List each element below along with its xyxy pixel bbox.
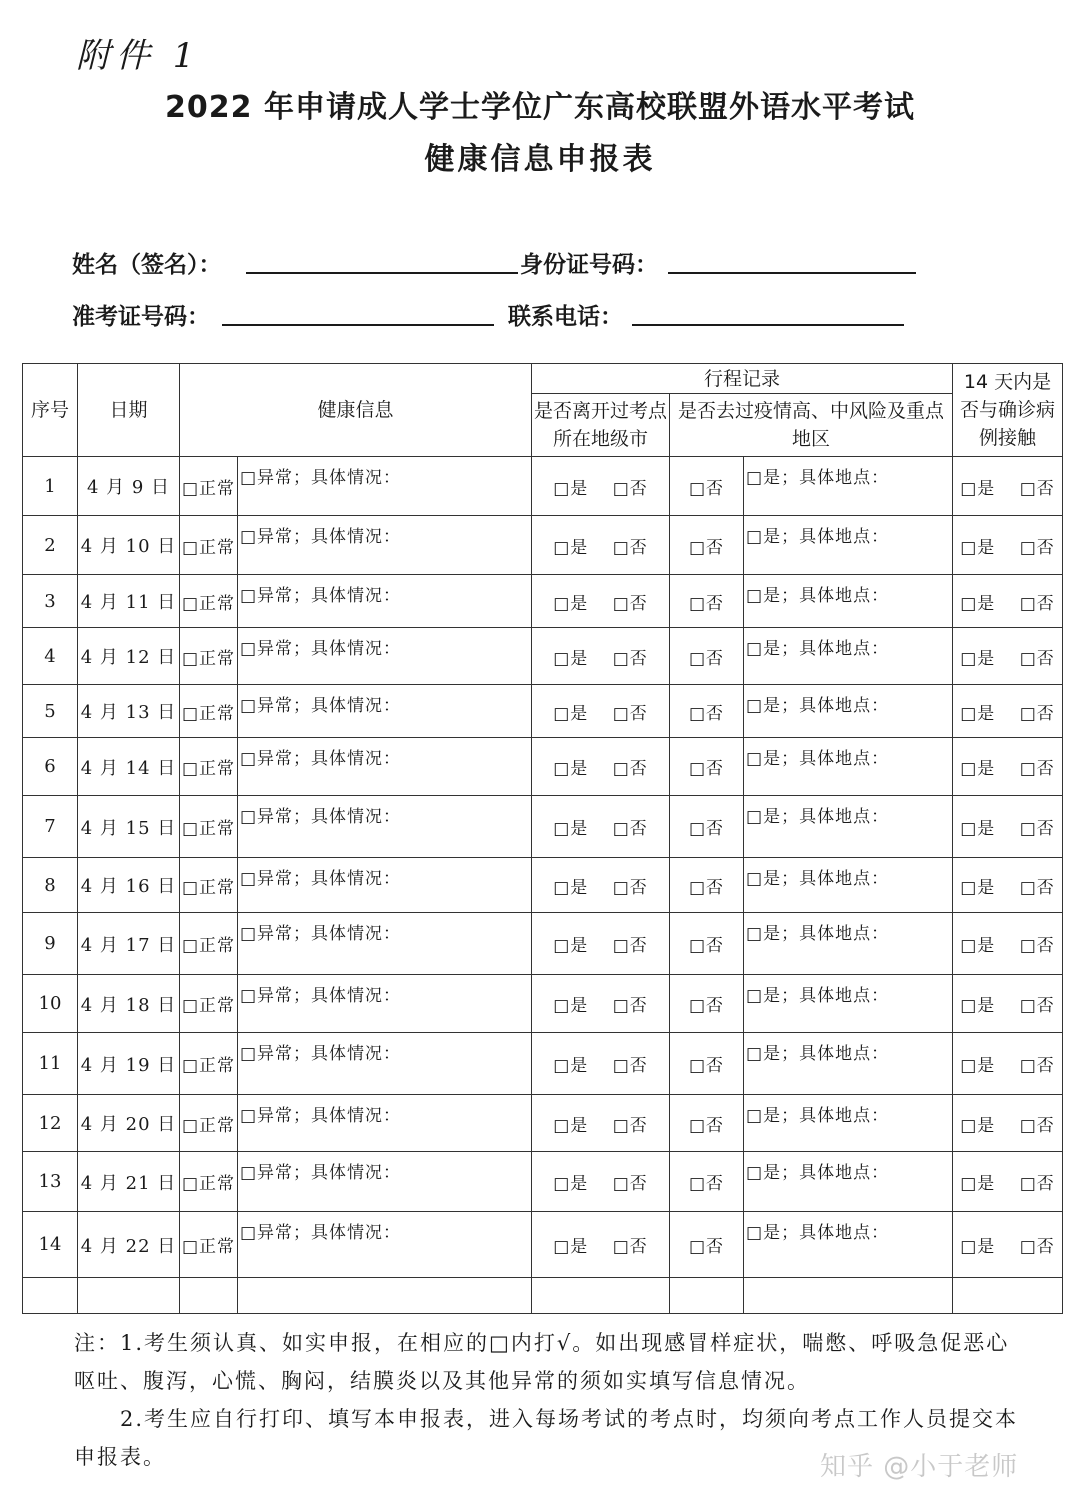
empty-cell[interactable] <box>23 1278 78 1314</box>
watermark: 知乎 @小于老师 <box>820 1452 1019 1482</box>
exam-number-label: 准考证号码： <box>72 304 210 330</box>
row-date: 4 月 15 日 <box>78 796 180 858</box>
name-label: 姓名（签名）： <box>72 252 222 278</box>
risk-area-yes-checkbox[interactable]: □是；具体地点： <box>744 913 953 975</box>
header-seq: 序号 <box>23 364 78 457</box>
id-number-label: 身份证号码： <box>520 252 658 278</box>
health-normal-checkbox[interactable]: □正常 <box>180 516 238 575</box>
table-row <box>23 913 1063 975</box>
empty-cell[interactable] <box>238 1278 532 1314</box>
header-left-city: 是否离开过考点所在地级市 <box>532 394 670 457</box>
health-normal-checkbox[interactable]: □正常 <box>180 796 238 858</box>
header-health: 健康信息 <box>180 364 532 457</box>
row-number: 5 <box>23 685 78 738</box>
risk-area-no-checkbox[interactable]: □否 <box>670 913 744 975</box>
health-normal-checkbox[interactable]: □正常 <box>180 1212 238 1278</box>
risk-area-yes-checkbox[interactable]: □是；具体地点： <box>744 796 953 858</box>
table-row <box>23 457 1063 516</box>
table-row <box>23 685 1063 738</box>
risk-area-no-checkbox[interactable]: □否 <box>670 975 744 1033</box>
health-normal-checkbox[interactable]: □正常 <box>180 913 238 975</box>
risk-area-yes-checkbox[interactable]: □是；具体地点： <box>744 1152 953 1212</box>
risk-area-no-checkbox[interactable]: □否 <box>670 685 744 738</box>
left-city-yes-no[interactable]: □是 □否 <box>532 516 670 575</box>
row-number: 13 <box>23 1152 78 1212</box>
contact-yes-no[interactable]: □是 □否 <box>953 975 1063 1033</box>
row-number: 8 <box>23 858 78 913</box>
risk-area-no-checkbox[interactable]: □否 <box>670 858 744 913</box>
table-row <box>23 858 1063 913</box>
row-date: 4 月 20 日 <box>78 1095 180 1152</box>
health-abnormal-checkbox[interactable]: □异常；具体情况： <box>238 457 532 516</box>
row-number: 7 <box>23 796 78 858</box>
empty-cell[interactable] <box>532 1278 670 1314</box>
row-date: 4 月 13 日 <box>78 685 180 738</box>
contact-yes-no[interactable]: □是 □否 <box>953 1095 1063 1152</box>
phone-field[interactable] <box>632 324 904 326</box>
note-1: 注：1.考生须认真、如实申报，在相应的□内打√。如出现感冒样症状，喘憋、呼吸急促恶心呕吐、腹泻，心慌、胸闷，结膜炎以及其他异常的须如实填写信息情况。 <box>74 1331 1010 1393</box>
risk-area-yes-checkbox[interactable]: □是；具体地点： <box>744 628 953 685</box>
table-row <box>23 796 1063 858</box>
risk-area-yes-checkbox[interactable]: □是；具体地点： <box>744 858 953 913</box>
left-city-yes-no[interactable]: □是 □否 <box>532 858 670 913</box>
left-city-yes-no[interactable]: □是 □否 <box>532 628 670 685</box>
health-normal-checkbox[interactable]: □正常 <box>180 1152 238 1212</box>
row-date: 4 月 18 日 <box>78 975 180 1033</box>
empty-cell[interactable] <box>78 1278 180 1314</box>
table-row <box>23 1095 1063 1152</box>
row-number: 11 <box>23 1033 78 1095</box>
risk-area-no-checkbox[interactable]: □否 <box>670 516 744 575</box>
row-number: 4 <box>23 628 78 685</box>
risk-area-no-checkbox[interactable]: □否 <box>670 1095 744 1152</box>
table-row <box>23 1152 1063 1212</box>
risk-area-no-checkbox[interactable]: □否 <box>670 796 744 858</box>
row-number: 14 <box>23 1212 78 1278</box>
health-declaration-table <box>22 363 1063 1314</box>
row-number: 1 <box>23 457 78 516</box>
risk-area-yes-checkbox[interactable]: □是；具体地点： <box>744 516 953 575</box>
row-date: 4 月 19 日 <box>78 1033 180 1095</box>
exam-number-field[interactable] <box>222 324 494 326</box>
left-city-yes-no[interactable]: □是 □否 <box>532 457 670 516</box>
left-city-yes-no[interactable]: □是 □否 <box>532 1152 670 1212</box>
table-row <box>23 738 1063 796</box>
row-date: 4 月 10 日 <box>78 516 180 575</box>
row-number: 9 <box>23 913 78 975</box>
row-date: 4 月 12 日 <box>78 628 180 685</box>
left-city-yes-no[interactable]: □是 □否 <box>532 575 670 628</box>
phone-label: 联系电话： <box>508 304 623 330</box>
contact-yes-no[interactable]: □是 □否 <box>953 858 1063 913</box>
risk-area-yes-checkbox[interactable]: □是；具体地点： <box>744 575 953 628</box>
health-normal-checkbox[interactable]: □正常 <box>180 685 238 738</box>
contact-yes-no[interactable]: □是 □否 <box>953 796 1063 858</box>
row-date: 4 月 22 日 <box>78 1212 180 1278</box>
health-abnormal-checkbox[interactable]: □异常；具体情况： <box>238 1212 532 1278</box>
row-date: 4 月 17 日 <box>78 913 180 975</box>
contact-yes-no[interactable]: □是 □否 <box>953 457 1063 516</box>
form-subtitle: 健康信息申报表 <box>424 142 656 177</box>
left-city-yes-no[interactable]: □是 □否 <box>532 913 670 975</box>
contact-yes-no[interactable]: □是 □否 <box>953 575 1063 628</box>
health-normal-checkbox[interactable]: □正常 <box>180 975 238 1033</box>
risk-area-yes-checkbox[interactable]: □是；具体地点： <box>744 685 953 738</box>
risk-area-no-checkbox[interactable]: □否 <box>670 1033 744 1095</box>
risk-area-no-checkbox[interactable]: □否 <box>670 738 744 796</box>
row-date: 4 月 16 日 <box>78 858 180 913</box>
row-number: 3 <box>23 575 78 628</box>
empty-cell[interactable] <box>744 1278 953 1314</box>
form-title: 2022 年申请成人学士学位广东高校联盟外语水平考试 <box>165 90 915 125</box>
health-normal-checkbox[interactable]: □正常 <box>180 858 238 913</box>
table-row <box>23 516 1063 575</box>
header-date: 日期 <box>78 364 180 457</box>
risk-area-no-checkbox[interactable]: □否 <box>670 1152 744 1212</box>
health-normal-checkbox[interactable]: □正常 <box>180 1033 238 1095</box>
health-normal-checkbox[interactable]: □正常 <box>180 628 238 685</box>
health-abnormal-checkbox[interactable]: □异常；具体情况： <box>238 575 532 628</box>
health-abnormal-checkbox[interactable]: □异常；具体情况： <box>238 913 532 975</box>
contact-yes-no[interactable]: □是 □否 <box>953 685 1063 738</box>
risk-area-no-checkbox[interactable]: □否 <box>670 457 744 516</box>
health-abnormal-checkbox[interactable]: □异常；具体情况： <box>238 685 532 738</box>
note-2: 2.考生应自行打印、填写本申报表，进入每场考试的考点时，均须向考点工作人员提交本申报表。 <box>74 1407 1019 1469</box>
contact-yes-no[interactable]: □是 □否 <box>953 1152 1063 1212</box>
table-row <box>23 575 1063 628</box>
health-abnormal-checkbox[interactable]: □异常；具体情况： <box>238 628 532 685</box>
table-row <box>23 1212 1063 1278</box>
health-abnormal-checkbox[interactable]: □异常；具体情况： <box>238 796 532 858</box>
row-number: 2 <box>23 516 78 575</box>
health-abnormal-checkbox[interactable]: □异常；具体情况： <box>238 1095 532 1152</box>
row-date: 4 月 14 日 <box>78 738 180 796</box>
left-city-yes-no[interactable]: □是 □否 <box>532 1212 670 1278</box>
left-city-yes-no[interactable]: □是 □否 <box>532 975 670 1033</box>
contact-yes-no[interactable]: □是 □否 <box>953 516 1063 575</box>
risk-area-yes-checkbox[interactable]: □是；具体地点： <box>744 457 953 516</box>
left-city-yes-no[interactable]: □是 □否 <box>532 738 670 796</box>
empty-cell[interactable] <box>670 1278 744 1314</box>
row-number: 10 <box>23 975 78 1033</box>
name-field[interactable] <box>246 272 518 274</box>
table-row <box>23 975 1063 1033</box>
health-normal-checkbox[interactable]: □正常 <box>180 457 238 516</box>
health-abnormal-checkbox[interactable]: □异常；具体情况： <box>238 516 532 575</box>
contact-yes-no[interactable]: □是 □否 <box>953 738 1063 796</box>
health-abnormal-checkbox[interactable]: □异常；具体情况： <box>238 738 532 796</box>
table-row-empty <box>23 1278 1063 1314</box>
health-abnormal-checkbox[interactable]: □异常；具体情况： <box>238 1152 532 1212</box>
table-row <box>23 628 1063 685</box>
health-abnormal-checkbox[interactable]: □异常；具体情况： <box>238 975 532 1033</box>
id-number-field[interactable] <box>668 272 916 274</box>
contact-yes-no[interactable]: □是 □否 <box>953 913 1063 975</box>
contact-yes-no[interactable]: □是 □否 <box>953 1033 1063 1095</box>
empty-cell[interactable] <box>953 1278 1063 1314</box>
header-risk-area: 是否去过疫情高、中风险及重点地区 <box>670 394 953 457</box>
table-row <box>23 1033 1063 1095</box>
row-number: 6 <box>23 738 78 796</box>
risk-area-no-checkbox[interactable]: □否 <box>670 1212 744 1278</box>
health-normal-checkbox[interactable]: □正常 <box>180 1095 238 1152</box>
health-normal-checkbox[interactable]: □正常 <box>180 738 238 796</box>
contact-yes-no[interactable]: □是 □否 <box>953 628 1063 685</box>
left-city-yes-no[interactable]: □是 □否 <box>532 1095 670 1152</box>
row-date: 4 月 9 日 <box>78 457 180 516</box>
left-city-yes-no[interactable]: □是 □否 <box>532 796 670 858</box>
risk-area-yes-checkbox[interactable]: □是；具体地点： <box>744 1033 953 1095</box>
health-normal-checkbox[interactable]: □正常 <box>180 575 238 628</box>
header-travel: 行程记录 <box>532 364 953 394</box>
risk-area-yes-checkbox[interactable]: □是；具体地点： <box>744 1212 953 1278</box>
health-abnormal-checkbox[interactable]: □异常；具体情况： <box>238 858 532 913</box>
row-number: 12 <box>23 1095 78 1152</box>
risk-area-no-checkbox[interactable]: □否 <box>670 575 744 628</box>
row-date: 4 月 11 日 <box>78 575 180 628</box>
risk-area-yes-checkbox[interactable]: □是；具体地点： <box>744 1095 953 1152</box>
attachment-label: 附件 1 <box>76 36 201 76</box>
risk-area-yes-checkbox[interactable]: □是；具体地点： <box>744 738 953 796</box>
risk-area-yes-checkbox[interactable]: □是；具体地点： <box>744 975 953 1033</box>
header-contact: 14 天内是否与确诊病例接触 <box>953 364 1063 457</box>
contact-yes-no[interactable]: □是 □否 <box>953 1212 1063 1278</box>
health-abnormal-checkbox[interactable]: □异常；具体情况： <box>238 1033 532 1095</box>
empty-cell[interactable] <box>180 1278 238 1314</box>
table-body <box>23 457 1063 1314</box>
risk-area-no-checkbox[interactable]: □否 <box>670 628 744 685</box>
left-city-yes-no[interactable]: □是 □否 <box>532 1033 670 1095</box>
row-date: 4 月 21 日 <box>78 1152 180 1212</box>
left-city-yes-no[interactable]: □是 □否 <box>532 685 670 738</box>
